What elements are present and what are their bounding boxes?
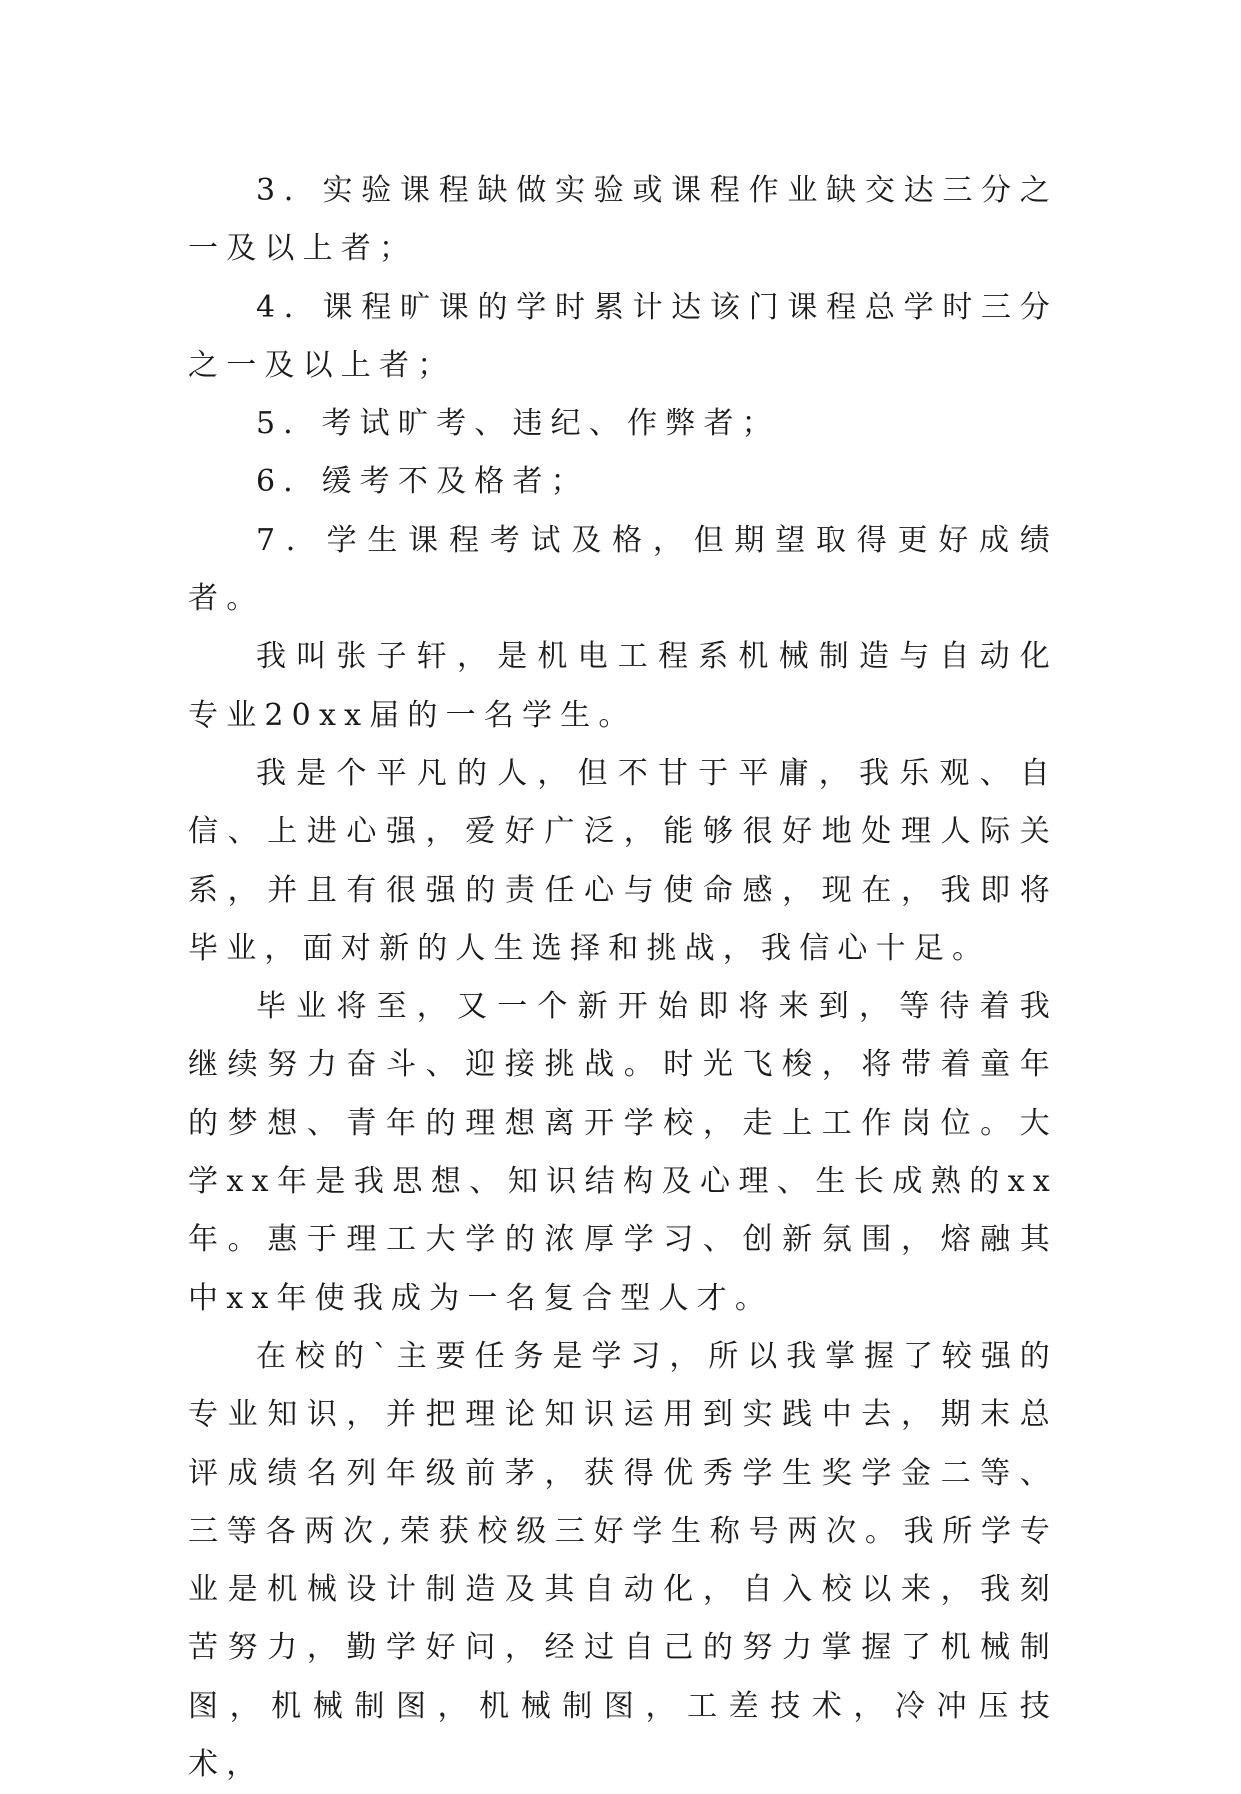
paragraph-item-5: 5．考试旷考、违纪、作弊者； (256, 406, 780, 442)
paragraph-self-intro: 我叫张子轩，是机电工程系机械制造与自动化专业20xx届的一名学生。 (188, 639, 1058, 733)
paragraph-study: 在校的`主要任务是学习，所以我掌握了较强的专业知识，并把理论知识运用到实践中去，期末总评成绩名列年级前茅，获得优秀学生奖学金二等、三等各两次,荣获校级三好学生称号两次。我所学专业是机械设计制造及其自动化，自入校以来，我刻苦努力，勤学好问，经过自己的努力掌握了机械制图，机械制图，机械制图，工差技术，冷冲压技术， (188, 1338, 1058, 1783)
paragraph-item-6: 6．缓考不及格者； (256, 464, 589, 500)
paragraph-item-4: 4．课程旷课的学时累计达该门课程总学时三分之一及以上者； (188, 289, 1058, 383)
paragraph-item-7: 7．学生课程考试及格，但期望取得更好成绩者。 (188, 522, 1058, 617)
paragraph-graduation: 毕业将至，又一个新开始即将来到，等待着我继续努力奋斗、迎接挑战。时光飞梭，将带着童年的梦想、青年的理想离开学校，走上工作岗位。大学xx年是我思想、知识结构及心理、生长成熟的xx年。惠于理工大学的浓厚学习、创新氛围，熔融其中xx年使我成为一名复合型人才。 (188, 989, 1058, 1316)
document-body (188, 162, 1058, 1794)
paragraph-item-3: 3．实验课程缺做实验或课程作业缺交达三分之一及以上者； (188, 173, 1058, 267)
paragraph-personality: 我是个平凡的人，但不甘于平庸，我乐观、自信、上进心强，爱好广泛，能够很好地处理人际关系，并且有很强的责任心与使命感，现在，我即将毕业，面对新的人生选择和挑战，我信心十足。 (188, 755, 1058, 966)
